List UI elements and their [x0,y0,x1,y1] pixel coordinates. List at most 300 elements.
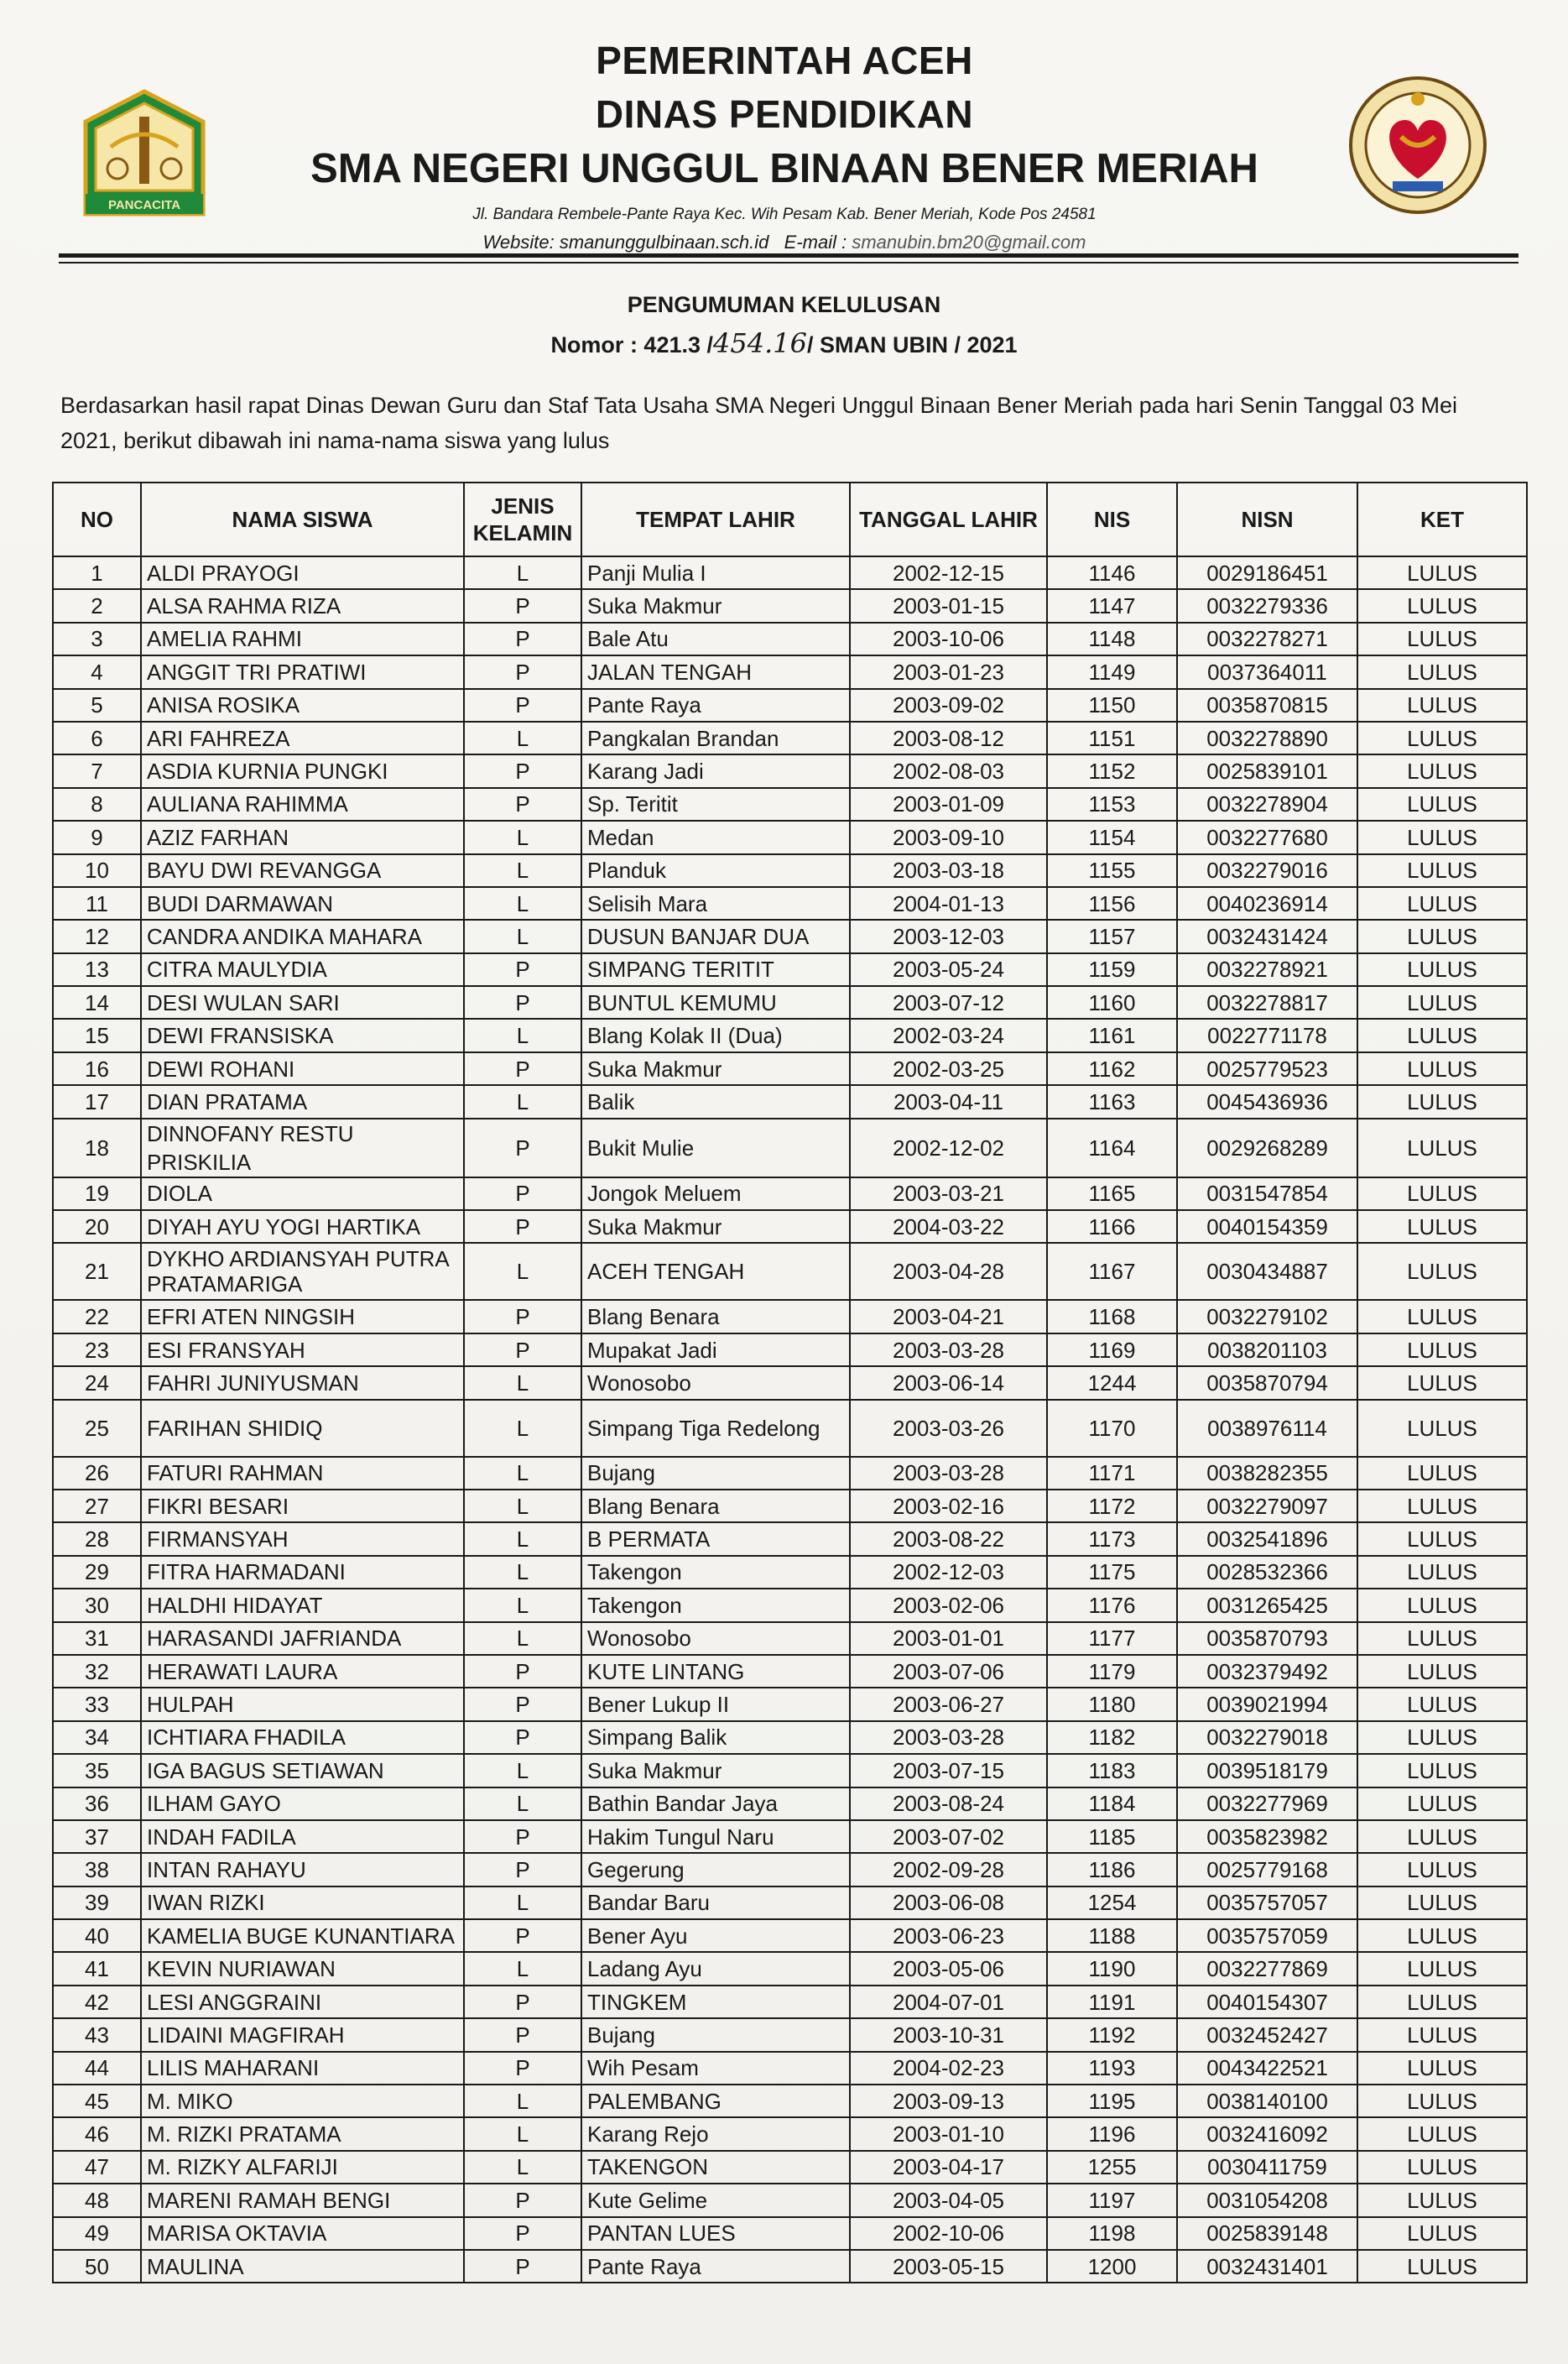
cell-nama: IGA BAGUS SETIAWAN [141,1754,464,1787]
cell-tempat-lahir: Jongok Meluem [581,1177,850,1210]
cell-no: 41 [53,1952,141,1985]
cell-nisn: 0037364011 [1177,655,1357,688]
header-no: NO [53,483,141,556]
cell-nisn: 0035870793 [1177,1622,1357,1655]
cell-nama: EFRI ATEN NINGSIH [141,1300,464,1333]
cell-nisn: 0032452427 [1177,2018,1357,2051]
table-row [53,1052,1527,1085]
cell-no: 39 [53,1887,141,1919]
announcement-title: PENGUMUMAN KELULUSAN [627,292,941,317]
cell-nama: DEWI ROHANI [141,1052,464,1085]
cell-tempat-lahir: Pante Raya [581,689,850,722]
cell-nis: 1179 [1047,1655,1177,1688]
cell-nisn: 0030434887 [1177,1243,1357,1300]
cell-tanggal-lahir: 2002-03-25 [850,1052,1047,1085]
cell-tanggal-lahir: 2003-04-21 [850,1300,1047,1333]
cell-no: 31 [53,1622,141,1655]
cell-tempat-lahir: ACEH TENGAH [581,1243,850,1300]
cell-nisn: 0038140100 [1177,2085,1357,2117]
cell-no: 48 [53,2184,141,2216]
cell-nisn: 0045436936 [1177,1085,1357,1118]
cell-nis: 1161 [1047,1019,1177,1052]
cell-tempat-lahir: PANTAN LUES [581,2217,850,2250]
cell-nama: FARIHAN SHIDIQ [141,1400,464,1457]
cell-no: 37 [53,1820,141,1853]
cell-ket: LULUS [1357,2151,1527,2184]
cell-tanggal-lahir: 2003-04-11 [850,1085,1047,1118]
table-row [53,1887,1527,1919]
cell-no: 21 [53,1243,141,1300]
cell-ket: LULUS [1357,788,1527,821]
cell-jenis-kelamin: L [464,722,581,754]
cell-ket: LULUS [1357,1721,1527,1754]
cell-nis: 1157 [1047,920,1177,952]
cell-no: 50 [53,2250,141,2283]
cell-nisn: 0032277680 [1177,821,1357,853]
cell-no: 26 [53,1457,141,1490]
cell-nis: 1159 [1047,953,1177,986]
cell-tempat-lahir: Suka Makmur [581,589,850,622]
cell-nis: 1198 [1047,2217,1177,2250]
cell-nis: 1195 [1047,2085,1177,2117]
cell-no: 44 [53,2052,141,2085]
cell-ket: LULUS [1357,854,1527,887]
table-row [53,1457,1527,1490]
cell-jenis-kelamin: P [464,754,581,787]
cell-nama: CITRA MAULYDIA [141,953,464,986]
cell-jenis-kelamin: L [464,854,581,887]
cell-jenis-kelamin: P [464,655,581,688]
cell-jenis-kelamin: P [464,1919,581,1952]
cell-tanggal-lahir: 2002-12-03 [850,1556,1047,1589]
cell-tempat-lahir: Bandar Baru [581,1887,850,1919]
cell-nis: 1193 [1047,2052,1177,2085]
cell-ket: LULUS [1357,1300,1527,1333]
cell-nis: 1192 [1047,2018,1177,2051]
cell-tanggal-lahir: 2003-05-06 [850,1952,1047,1985]
cell-tanggal-lahir: 2003-01-15 [850,589,1047,622]
cell-nis: 1167 [1047,1243,1177,1300]
cell-no: 7 [53,754,141,787]
cell-tanggal-lahir: 2002-10-06 [850,2217,1047,2250]
cell-tempat-lahir: Wonosobo [581,1366,850,1399]
cell-nama: ANISA ROSIKA [141,689,464,722]
school-address: Jl. Bandara Rembele-Pante Raya Kec. Wih Pesam Kab. Bener Meriah, Kode Pos 24581 [472,206,1097,223]
cell-tempat-lahir: Pangkalan Brandan [581,722,850,754]
cell-ket: LULUS [1357,2117,1527,2150]
cell-jenis-kelamin: P [464,1119,581,1177]
cell-jenis-kelamin: L [464,920,581,952]
cell-no: 27 [53,1490,141,1522]
cell-tanggal-lahir: 2003-06-23 [850,1919,1047,1952]
cell-no: 15 [53,1019,141,1052]
cell-ket: LULUS [1357,1887,1527,1919]
header-divider-thick [59,253,1519,258]
cell-no: 9 [53,821,141,853]
cell-tanggal-lahir: 2003-09-13 [850,2085,1047,2117]
cell-no: 28 [53,1522,141,1555]
cell-tempat-lahir: Bujang [581,2018,850,2051]
cell-tanggal-lahir: 2003-12-03 [850,920,1047,952]
cell-ket: LULUS [1357,754,1527,787]
cell-jenis-kelamin: L [464,1787,581,1820]
cell-tanggal-lahir: 2003-01-10 [850,2117,1047,2150]
cell-no: 36 [53,1787,141,1820]
cell-nis: 1254 [1047,1887,1177,1919]
table-row [53,2052,1527,2085]
cell-no: 19 [53,1177,141,1210]
cell-jenis-kelamin: P [464,1820,581,1853]
cell-nis: 1163 [1047,1085,1177,1118]
cell-nis: 1168 [1047,1300,1177,1333]
intro-paragraph: Berdasarkan hasil rapat Dinas Dewan Guru dan Staf Tata Usaha SMA Negeri Unggul Binaan Bener Meriah pada hari Senin Tanggal 03 Mei 2021, berikut dibawah ini nama-nama siswa yang lulus [60,393,1457,453]
cell-nisn: 0025839148 [1177,2217,1357,2250]
cell-no: 6 [53,722,141,754]
number-prefix: Nomor : 421.3 / [550,332,713,357]
cell-tempat-lahir: Gegerung [581,1853,850,1886]
cell-nama: DEWI FRANSISKA [141,1019,464,1052]
cell-no: 16 [53,1052,141,1085]
table-row [53,1177,1527,1210]
cell-nisn: 0040154359 [1177,1210,1357,1243]
cell-nama: IWAN RIZKI [141,1887,464,1919]
gov-name: PEMERINTAH ACEH [596,39,973,82]
cell-ket: LULUS [1357,1019,1527,1052]
cell-nis: 1184 [1047,1787,1177,1820]
table-row [53,1119,1527,1177]
cell-jenis-kelamin: P [464,953,581,986]
cell-jenis-kelamin: L [464,821,581,853]
cell-ket: LULUS [1357,1457,1527,1490]
cell-nis: 1170 [1047,1400,1177,1457]
table-row [53,821,1527,853]
cell-nama: KEVIN NURIAWAN [141,1952,464,1985]
cell-nama: AMELIA RAHMI [141,623,464,655]
cell-no: 33 [53,1688,141,1720]
school-name: SMA NEGERI UNGGUL BINAAN BENER MERIAH [310,146,1258,191]
cell-tanggal-lahir: 2003-07-02 [850,1820,1047,1853]
cell-nama: BUDI DARMAWAN [141,887,464,920]
table-row [53,1522,1527,1555]
cell-nisn: 0032277869 [1177,1952,1357,1985]
table-row [53,1210,1527,1243]
cell-nisn: 0032279018 [1177,1721,1357,1754]
table-row [53,1300,1527,1333]
agency-name: DINAS PENDIDIKAN [595,92,974,136]
cell-nis: 1244 [1047,1366,1177,1399]
cell-ket: LULUS [1357,1655,1527,1688]
cell-tempat-lahir: Simpang Balik [581,1721,850,1754]
cell-nama: ALDI PRAYOGI [141,556,464,589]
cell-nama: HALDHI HIDAYAT [141,1589,464,1621]
cell-ket: LULUS [1357,1952,1527,1985]
table-row [53,1853,1527,1886]
cell-tanggal-lahir: 2004-03-22 [850,1210,1047,1243]
cell-ket: LULUS [1357,2018,1527,2051]
cell-nama: CANDRA ANDIKA MAHARA [141,920,464,952]
cell-tempat-lahir: Suka Makmur [581,1210,850,1243]
cell-nisn: 0040236914 [1177,887,1357,920]
cell-jenis-kelamin: L [464,2151,581,2184]
cell-tanggal-lahir: 2002-12-15 [850,556,1047,589]
cell-nis: 1172 [1047,1490,1177,1522]
cell-jenis-kelamin: L [464,1019,581,1052]
website-label: Website: [482,232,555,253]
cell-nisn: 0029268289 [1177,1119,1357,1177]
logo-motto: PANCACITA [107,198,181,212]
cell-jenis-kelamin: L [464,1243,581,1300]
cell-jenis-kelamin: P [464,623,581,655]
cell-jenis-kelamin: P [464,1210,581,1243]
cell-nama: HULPAH [141,1688,464,1720]
cell-nis: 1151 [1047,722,1177,754]
cell-ket: LULUS [1357,2250,1527,2283]
cell-nis: 1177 [1047,1622,1177,1655]
cell-nis: 1180 [1047,1688,1177,1720]
table-row [53,2217,1527,2250]
cell-nis: 1197 [1047,2184,1177,2216]
cell-nisn: 0032279102 [1177,1300,1357,1333]
cell-ket: LULUS [1357,1333,1527,1366]
cell-no: 47 [53,2151,141,2184]
cell-nisn: 0038201103 [1177,1333,1357,1366]
cell-ket: LULUS [1357,1490,1527,1522]
cell-nisn: 0043422521 [1177,2052,1357,2085]
cell-tempat-lahir: TINGKEM [581,1986,850,2018]
table-row [53,589,1527,622]
cell-tempat-lahir: Sp. Teritit [581,788,850,821]
cell-tempat-lahir: Pante Raya [581,2250,850,2283]
cell-ket: LULUS [1357,1820,1527,1853]
cell-ket: LULUS [1357,2052,1527,2085]
cell-nis: 1160 [1047,986,1177,1019]
cell-ket: LULUS [1357,1366,1527,1399]
table-row [53,1490,1527,1522]
table-row [53,722,1527,754]
table-row [53,1333,1527,1366]
cell-ket: LULUS [1357,2184,1527,2216]
table-row [53,1688,1527,1720]
cell-tempat-lahir: JALAN TENGAH [581,655,850,688]
handwritten-number: 454.16 [713,327,807,359]
cell-ket: LULUS [1357,1919,1527,1952]
cell-tempat-lahir: Bale Atu [581,623,850,655]
cell-no: 10 [53,854,141,887]
email-link[interactable]: smanubin.bm20@gmail.com [852,232,1086,253]
cell-nisn: 0032278904 [1177,788,1357,821]
cell-nis: 1148 [1047,623,1177,655]
table-row [53,623,1527,655]
cell-tempat-lahir: Bukit Mulie [581,1119,850,1177]
cell-tanggal-lahir: 2003-07-12 [850,986,1047,1019]
cell-no: 13 [53,953,141,986]
cell-tanggal-lahir: 2003-08-24 [850,1787,1047,1820]
cell-jenis-kelamin: P [464,1333,581,1366]
cell-tempat-lahir: Wonosobo [581,1622,850,1655]
cell-nama: MARENI RAMAH BENGI [141,2184,464,2216]
cell-tanggal-lahir: 2003-01-23 [850,655,1047,688]
cell-nama: ESI FRANSYAH [141,1333,464,1366]
cell-ket: LULUS [1357,1556,1527,1589]
cell-nama: DYKHO ARDIANSYAH PUTRA PRATAMARIGA [141,1243,464,1300]
cell-nama: HARASANDI JAFRIANDA [141,1622,464,1655]
cell-nisn: 0032431401 [1177,2250,1357,2283]
cell-jenis-kelamin: L [464,2117,581,2150]
cell-nama: FITRA HARMADANI [141,1556,464,1589]
cell-nis: 1156 [1047,887,1177,920]
cell-nis: 1186 [1047,1853,1177,1886]
table-row [53,556,1527,589]
cell-tanggal-lahir: 2003-03-26 [850,1400,1047,1457]
cell-jenis-kelamin: P [464,1655,581,1688]
cell-tempat-lahir: Panji Mulia I [581,556,850,589]
table-row [53,1085,1527,1118]
table-row [53,1366,1527,1399]
cell-nama: ANGGIT TRI PRATIWI [141,655,464,688]
cell-nis: 1171 [1047,1457,1177,1490]
table-row [53,1622,1527,1655]
cell-ket: LULUS [1357,1177,1527,1210]
cell-ket: LULUS [1357,953,1527,986]
table-row [53,854,1527,887]
cell-jenis-kelamin: P [464,1177,581,1210]
cell-tempat-lahir: Balik [581,1085,850,1118]
cell-nama: FAHRI JUNIYUSMAN [141,1366,464,1399]
cell-tanggal-lahir: 2003-08-12 [850,722,1047,754]
cell-tempat-lahir: Selisih Mara [581,887,850,920]
cell-nis: 1190 [1047,1952,1177,1985]
graduates-table [52,482,1528,2283]
announcement-number [0,327,1568,359]
cell-no: 5 [53,689,141,722]
cell-tanggal-lahir: 2003-10-06 [850,623,1047,655]
cell-nama: LESI ANGGRAINI [141,1986,464,2018]
cell-ket: LULUS [1357,821,1527,853]
header-jenis-kelamin: JENIS KELAMIN [464,483,581,556]
cell-jenis-kelamin: L [464,1589,581,1621]
cell-nis: 1164 [1047,1119,1177,1177]
table-row [53,953,1527,986]
cell-nis: 1147 [1047,589,1177,622]
cell-jenis-kelamin: P [464,2250,581,2283]
cell-nisn: 0038282355 [1177,1457,1357,1490]
cell-ket: LULUS [1357,1986,1527,2018]
header-tempat-lahir: TEMPAT LAHIR [581,483,850,556]
cell-tempat-lahir: BUNTUL KEMUMU [581,986,850,1019]
table-row [53,1787,1527,1820]
cell-nis: 1165 [1047,1177,1177,1210]
cell-nis: 1182 [1047,1721,1177,1754]
cell-nis: 1146 [1047,556,1177,589]
cell-ket: LULUS [1357,1052,1527,1085]
cell-nis: 1185 [1047,1820,1177,1853]
cell-nama: DIOLA [141,1177,464,1210]
cell-tempat-lahir: Suka Makmur [581,1754,850,1787]
cell-nama: FIKRI BESARI [141,1490,464,1522]
cell-tanggal-lahir: 2003-07-15 [850,1754,1047,1787]
cell-no: 35 [53,1754,141,1787]
cell-nis: 1166 [1047,1210,1177,1243]
header-nama: NAMA SISWA [141,483,464,556]
cell-no: 42 [53,1986,141,2018]
cell-tempat-lahir: Bathin Bandar Jaya [581,1787,850,1820]
school-emblem-logo [1347,74,1489,217]
cell-tanggal-lahir: 2003-03-28 [850,1333,1047,1366]
cell-nisn: 0032278271 [1177,623,1357,655]
cell-nis: 1162 [1047,1052,1177,1085]
cell-nama: KAMELIA BUGE KUNANTIARA [141,1919,464,1952]
cell-tanggal-lahir: 2003-07-06 [850,1655,1047,1688]
cell-tempat-lahir: Kute Gelime [581,2184,850,2216]
cell-no: 17 [53,1085,141,1118]
cell-jenis-kelamin: P [464,1986,581,2018]
cell-nisn: 0035757059 [1177,1919,1357,1952]
cell-tempat-lahir: Blang Kolak II (Dua) [581,1019,850,1052]
cell-jenis-kelamin: P [464,2184,581,2216]
table-row [53,1556,1527,1589]
cell-no: 23 [53,1333,141,1366]
table-row [53,887,1527,920]
cell-tempat-lahir: Ladang Ayu [581,1952,850,1985]
cell-nis: 1176 [1047,1589,1177,1621]
letterhead [252,34,1317,257]
cell-nis: 1149 [1047,655,1177,688]
cell-tanggal-lahir: 2004-02-23 [850,2052,1047,2085]
header-tanggal-lahir: TANGGAL LAHIR [850,483,1047,556]
table-row [53,689,1527,722]
cell-no: 43 [53,2018,141,2051]
cell-jenis-kelamin: L [464,1366,581,1399]
cell-nis: 1153 [1047,788,1177,821]
cell-nis: 1183 [1047,1754,1177,1787]
cell-nisn: 0032278921 [1177,953,1357,986]
table-row [53,1721,1527,1754]
cell-nisn: 0038976114 [1177,1400,1357,1457]
website-link[interactable]: smanunggulbinaan.sch.id [559,232,769,253]
cell-jenis-kelamin: P [464,788,581,821]
cell-no: 49 [53,2217,141,2250]
table-row [53,1019,1527,1052]
cell-ket: LULUS [1357,556,1527,589]
cell-nisn: 0039021994 [1177,1688,1357,1720]
cell-nis: 1188 [1047,1919,1177,1952]
cell-tanggal-lahir: 2003-01-09 [850,788,1047,821]
cell-tanggal-lahir: 2002-08-03 [850,754,1047,787]
cell-nisn: 0039518179 [1177,1754,1357,1787]
contact-line [252,228,1317,257]
cell-jenis-kelamin: P [464,1721,581,1754]
table-row [53,1754,1527,1787]
cell-ket: LULUS [1357,589,1527,622]
cell-tempat-lahir: Mupakat Jadi [581,1333,850,1366]
cell-tempat-lahir: Blang Benara [581,1490,850,1522]
cell-ket: LULUS [1357,1622,1527,1655]
cell-nama: ALSA RAHMA RIZA [141,589,464,622]
cell-tempat-lahir: DUSUN BANJAR DUA [581,920,850,952]
cell-tempat-lahir: Takengon [581,1589,850,1621]
cell-tanggal-lahir: 2003-02-16 [850,1490,1047,1522]
cell-nisn: 0032277969 [1177,1787,1357,1820]
cell-ket: LULUS [1357,1400,1527,1457]
cell-jenis-kelamin: L [464,1952,581,1985]
cell-no: 34 [53,1721,141,1754]
cell-nama: M. MIKO [141,2085,464,2117]
table-row [53,1986,1527,2018]
cell-jenis-kelamin: L [464,1522,581,1555]
cell-nisn: 0035823982 [1177,1820,1357,1853]
cell-no: 3 [53,623,141,655]
table-row [53,1952,1527,1985]
